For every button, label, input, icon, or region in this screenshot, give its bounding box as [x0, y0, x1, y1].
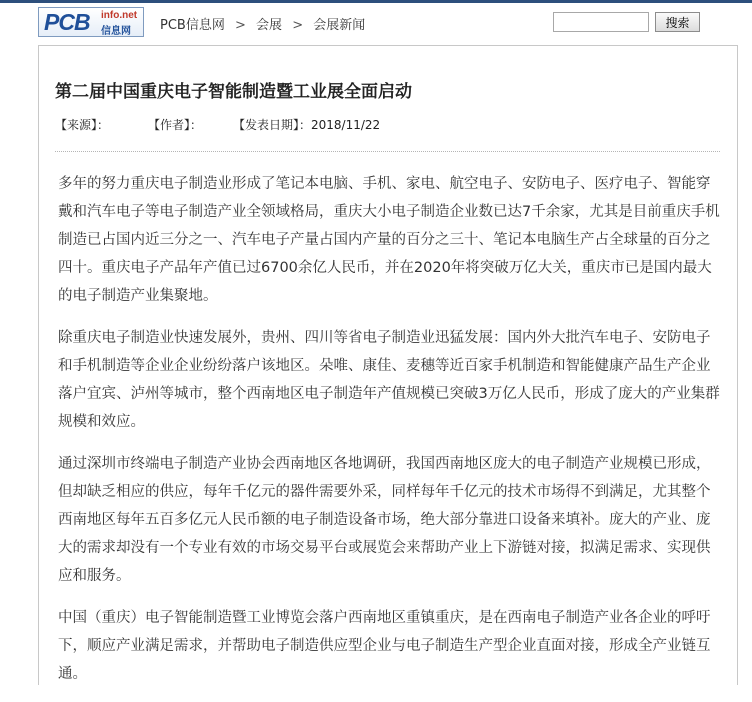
- breadcrumb-home-link[interactable]: PCB信息网: [160, 18, 225, 33]
- breadcrumb-separator: >: [292, 18, 304, 33]
- site-logo[interactable]: [38, 7, 144, 37]
- meta-divider: [55, 151, 720, 152]
- site-header: [0, 0, 752, 40]
- header-accent-line: [0, 0, 752, 3]
- search-button[interactable]: 搜索: [655, 12, 700, 32]
- breadcrumb-separator: >: [234, 18, 246, 33]
- article-title: 第二届中国重庆电子智能制造暨工业展全面启动: [55, 82, 412, 102]
- logo-cn-text: 信息网: [101, 26, 131, 37]
- logo-info-text: info.net: [101, 10, 138, 21]
- article-paragraph: 中国（重庆）电子智能制造暨工业博览会落户西南地区重镇重庆，是在西南电子制造产业各企业的呼吁下，顺应产业满足需求，并帮助电子制造供应型企业与电子制造生产型企业直面对接，形成全产业链互通。: [58, 610, 711, 682]
- breadcrumb: [160, 14, 371, 33]
- article-meta: [55, 116, 380, 133]
- meta-date-label: 【发表日期】：: [233, 118, 312, 132]
- article-paragraph: 多年的努力重庆电子制造业形成了笔记本电脑、手机、家电、航空电子、安防电子、医疗电子、智能穿戴和汽车电子等电子制造产业全领域格局，重庆大小电子制造企业数已达7千余家，尤其是目前重庆手机制造已占国内近三分之一、汽车电子产量占国内产量的百分之三十、笔记本电脑生产占全球量的百分之四十。重庆电子产品年产值已过6700余亿人民币，并在2020年将突破万亿大关，重庆市已是国内最大的电子制造产业集聚地。: [58, 176, 720, 304]
- article-paragraph: 除重庆电子制造业快速发展外，贵州、四川等省电子制造业迅猛发展：国内外大批汽车电子、安防电子和手机制造等企业企业纷纷落户该地区。朵唯、康佳、麦穗等近百家手机制造和智能健康产品生产企业落户宜宾、泸州等城市，整个西南地区电子制造年产值规模已突破3万亿人民币，形成了庞大的产业集群规模和效应。: [58, 330, 720, 430]
- meta-source-label: 【来源】：: [55, 118, 110, 132]
- meta-author-label: 【作者】：: [148, 118, 203, 132]
- breadcrumb-exhibition-news-link[interactable]: 会展新闻: [313, 18, 366, 33]
- meta-date-value: 2018/11/22: [311, 118, 381, 132]
- article-paragraph: 通过深圳市终端电子制造产业协会西南地区各地调研，我国西南地区庞大的电子制造产业规模已形成，但却缺乏相应的供应，每年千亿元的器件需要外采，同样每年千亿元的技术市场得不到满足，尤其整个西南地区每年五百多亿元人民币额的电子制造设备市场，绝大部分靠进口设备来填补。庞大的产业、庞大的需求却没有一个专业有效的市场交易平台或展览会来帮助产业上下游链对接，拟满足需求、实现供应和服务。: [58, 456, 711, 584]
- breadcrumb-exhibition-link[interactable]: 会展: [256, 18, 283, 33]
- search-input[interactable]: [553, 12, 649, 32]
- logo-pcb-text: PCB: [44, 9, 90, 35]
- article-body: [58, 170, 720, 702]
